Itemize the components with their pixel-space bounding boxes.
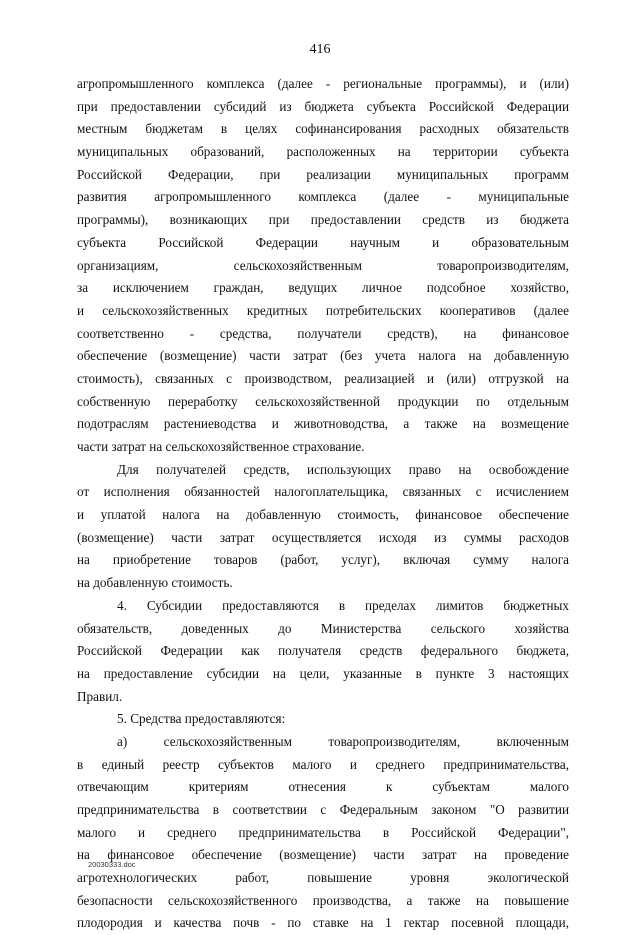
text-line: на предоставление субсидии на цели, указанные в пункте 3 настоящих [77,665,569,681]
text-line: плодородия и качества почв - по ставке на 1 гектар посевной площади, [77,915,569,931]
text-line: программы), возникающих при предоставлении средств из бюджета [77,212,569,228]
text-line: (возмещение) части затрат осуществляется исходя из суммы расходов [77,529,569,545]
text-line: отвечающим критериям отнесения к субъектам малого [77,779,569,795]
text-line: собственную переработку сельскохозяйственной продукции по отдельным [77,393,569,409]
text-line: развития агропромышленного комплекса (далее - муниципальные [77,189,569,205]
text-line: обязательств, доведенных до Министерства сельского хозяйства [77,620,569,636]
text-line: на финансовое обеспечение (возмещение) части затрат на проведение [77,847,569,863]
text-line: безопасности сельскохозяйственного производства, а также на повышение [77,892,569,908]
text-line: при предоставлении субсидий из бюджета субъекта Российской Федерации [77,98,569,114]
text-line: агропромышленного комплекса (далее - региональные программы), и (или) [77,76,569,91]
text-line: 4. Субсидии предоставляются в пределах лимитов бюджетных [117,597,569,613]
text-line: части затрат на сельскохозяйственное страхование. [77,439,365,454]
text-line: организациям, сельскохозяйственным товаропроизводителям, [77,257,569,273]
text-line: и сельскохозяйственных кредитных потребительских кооперативов (далее [77,302,569,318]
text-line: субъекта Российской Федерации научным и образовательным [77,234,569,250]
text-line: местным бюджетам в целях софинансирования расходных обязательств [77,121,569,137]
text-line: а) сельскохозяйственным товаропроизводителям, включенным [117,733,569,749]
text-line: Российской Федерации как получателя средств федерального бюджета, [77,643,569,659]
text-line: Российской Федерации, при реализации муниципальных программ [77,166,569,182]
text-line: 5. Средства предоставляются: [117,711,286,727]
text-line: и уплатой налога на добавленную стоимость, финансовое обеспечение [77,507,569,523]
text-line: предпринимательства в соответствии с Федеральным законом "О развитии [77,802,569,817]
file-name-footer: 20030333.doc [88,860,136,869]
document-body [77,73,569,935]
text-line: Для получателей средств, использующих право на освобождение [117,461,569,477]
text-line: от исполнения обязанностей налогоплательщика, связанных с исчислением [77,484,569,500]
text-line: на добавленную стоимость. [77,575,233,591]
text-line: за исключением граждан, ведущих личное подсобное хозяйство, [77,280,569,296]
text-line: на приобретение товаров (работ, услуг), включая сумму налога [77,552,569,568]
text-line: агротехнологических работ, повышение уровня экологической [77,870,569,886]
text-line: обеспечение (возмещение) части затрат (без учета налога на добавленную [77,348,569,364]
text-line: в единый реестр субъектов малого и среднего предпринимательства, [77,756,569,772]
text-line: подотраслям растениеводства и животноводства, а также на возмещение [77,416,569,432]
text-line: соответственно - средства, получатели средств), на финансовое [77,325,569,341]
text-line: стоимость), связанных с производством, реализацией и (или) отгрузкой на [77,370,569,386]
text-line: Правил. [77,688,123,704]
page-number: 416 [309,42,331,57]
text-line: малого и среднего предпринимательства в Российской Федерации", [77,824,569,840]
text-line: муниципальных образований, расположенных на территории субъекта [77,144,569,160]
